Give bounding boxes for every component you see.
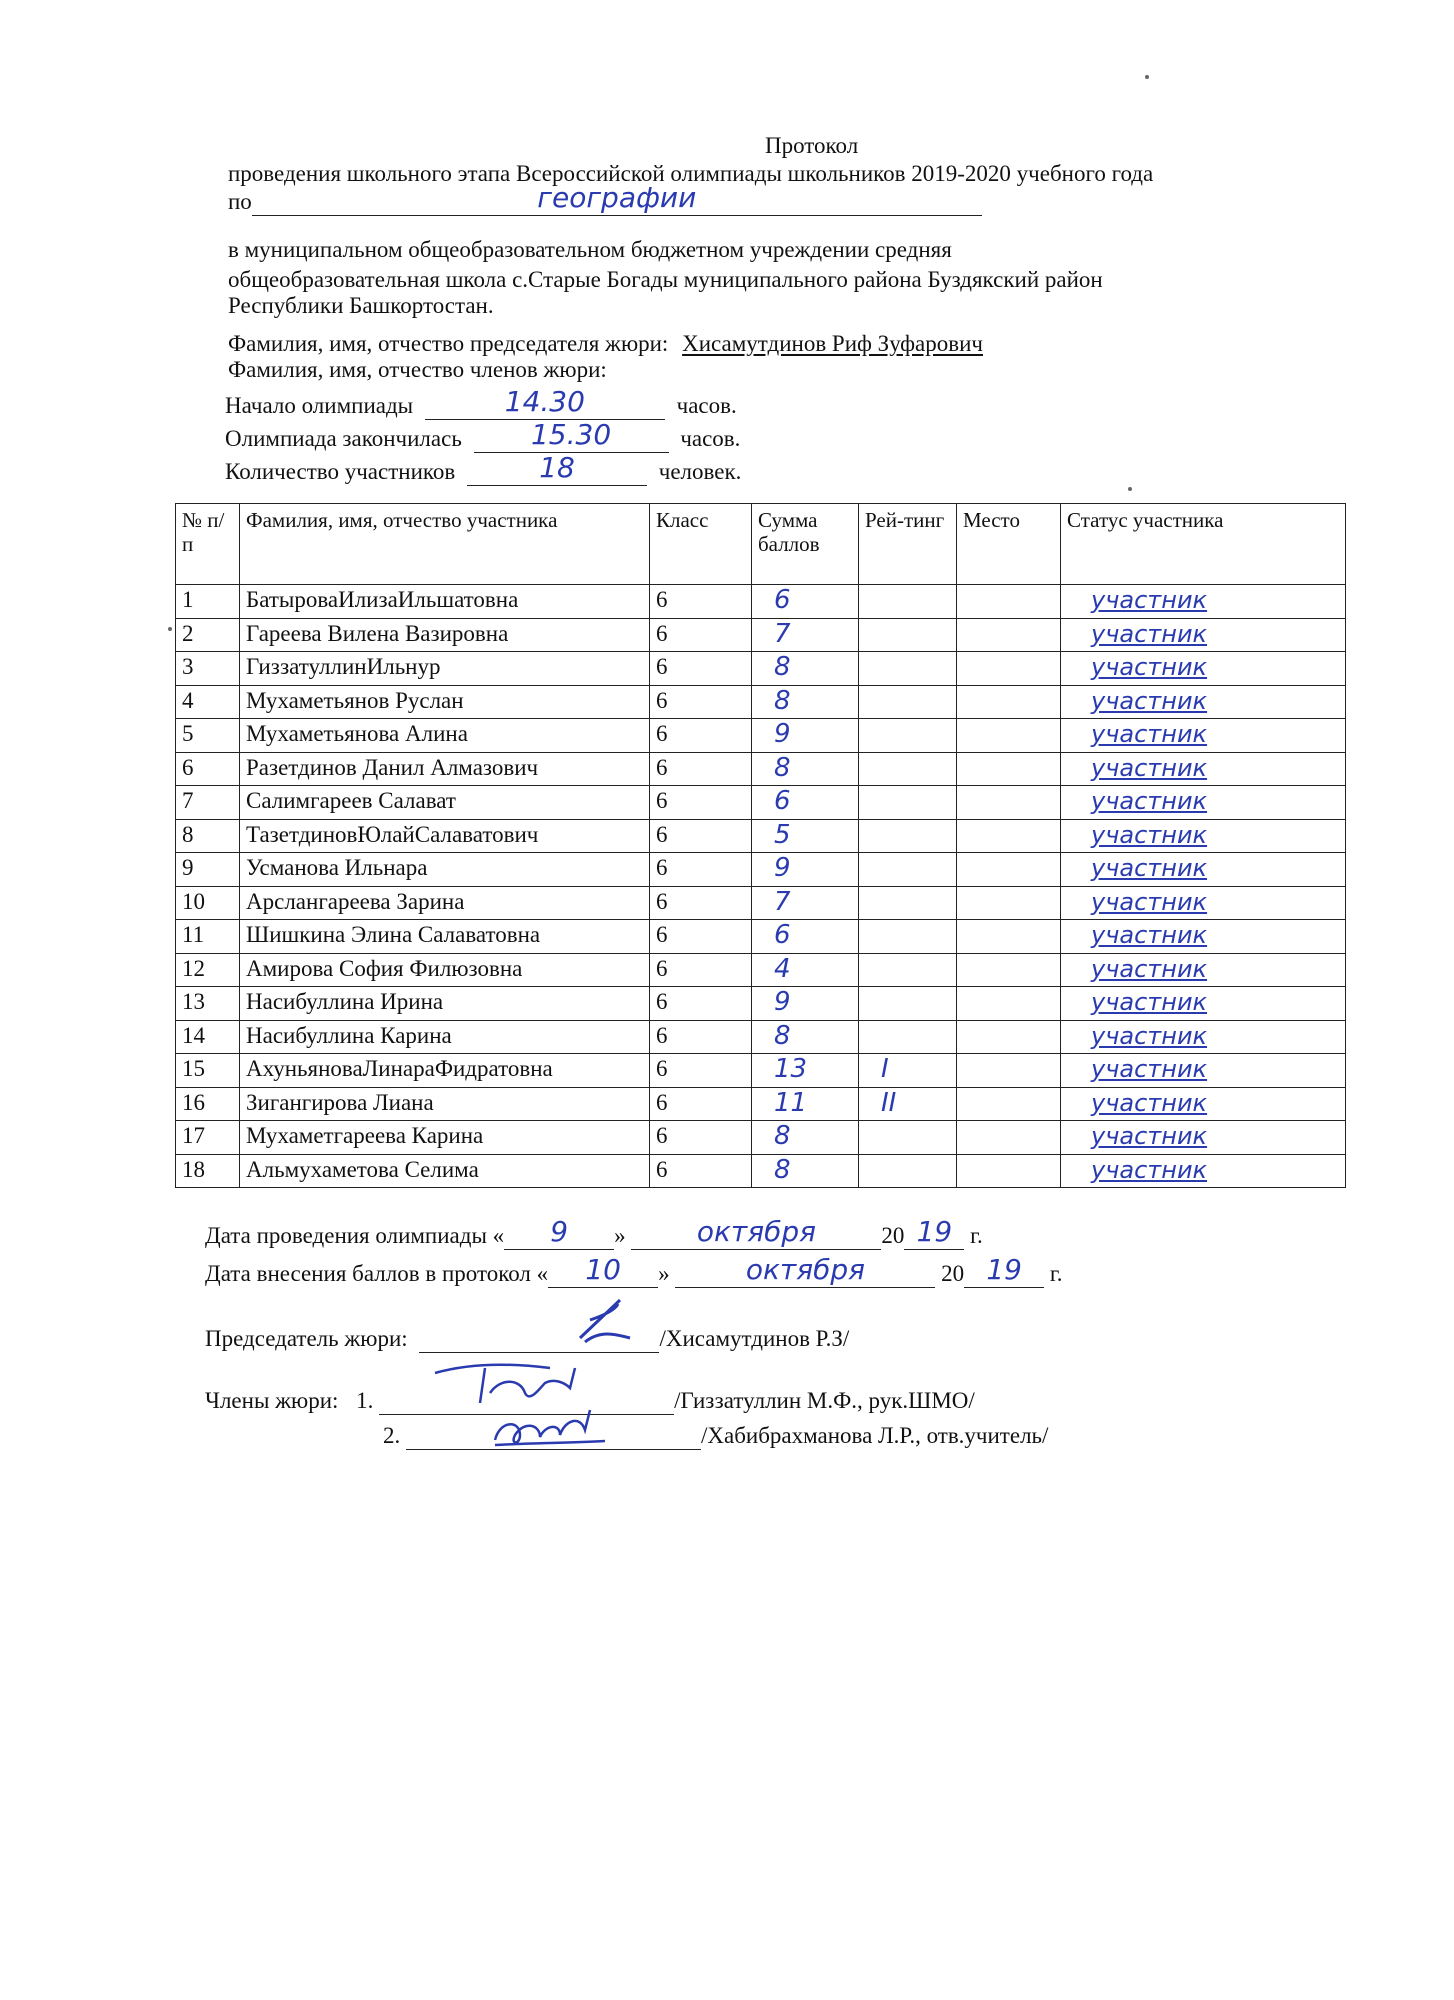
date-day: 9 (550, 1215, 569, 1248)
cell-number: 7 (176, 786, 240, 820)
cell-rating (859, 618, 957, 652)
cell-name: ГиззатуллинИльнур (240, 652, 650, 686)
subject-blank (252, 181, 982, 216)
participants-table (175, 503, 1346, 1188)
table-row (176, 1087, 1346, 1121)
cell-name: Шишкина Элина Салаватовна (240, 920, 650, 954)
cell-number: 9 (176, 853, 240, 887)
cell-name: Мухаметгареева Карина (240, 1121, 650, 1155)
cell-score: 8 (752, 1121, 859, 1155)
cell-number: 11 (176, 920, 240, 954)
cell-status: участник (1061, 652, 1346, 686)
entry-year-prefix: 20 (941, 1261, 965, 1286)
cell-score: 8 (752, 685, 859, 719)
cell-name: Мухаметьянов Руслан (240, 685, 650, 719)
cell-grade: 6 (650, 1020, 752, 1054)
cell-place (957, 1154, 1061, 1188)
table-row (176, 953, 1346, 987)
cell-place (957, 585, 1061, 619)
table-body (176, 585, 1346, 1188)
entry-year: 19 (986, 1253, 1022, 1286)
header-score: Сумма баллов (752, 504, 859, 585)
cell-grade: 6 (650, 853, 752, 887)
cell-name: Мухаметьянова Алина (240, 719, 650, 753)
cell-grade: 6 (650, 618, 752, 652)
date-suffix: г. (970, 1223, 983, 1248)
cell-name: Альмухаметова Селима (240, 1154, 650, 1188)
entry-day: 10 (585, 1253, 621, 1286)
table-row (176, 585, 1346, 619)
cell-score: 4 (752, 953, 859, 987)
table-row (176, 920, 1346, 954)
cell-status: участник (1061, 1154, 1346, 1188)
cell-status: участник (1061, 953, 1346, 987)
member2-signature-drawing (490, 1405, 610, 1450)
cell-status: участник (1061, 886, 1346, 920)
start-blank (425, 385, 665, 420)
start-unit: часов. (676, 393, 737, 418)
cell-name: Арслангареева Зарина (240, 886, 650, 920)
cell-score: 8 (752, 1154, 859, 1188)
count-blank (467, 451, 647, 486)
table-row (176, 652, 1346, 686)
cell-name: Разетдинов Данил Алмазович (240, 752, 650, 786)
cell-place (957, 1087, 1061, 1121)
cell-grade: 6 (650, 886, 752, 920)
table-row (176, 1054, 1346, 1088)
cell-grade: 6 (650, 652, 752, 686)
scan-speck (1128, 487, 1132, 491)
count-label: Количество участников (225, 459, 456, 484)
cell-grade: 6 (650, 1154, 752, 1188)
cell-status: участник (1061, 1054, 1346, 1088)
end-label: Олимпиада закончилась (225, 426, 462, 451)
count-unit: человек. (658, 459, 742, 484)
cell-grade: 6 (650, 719, 752, 753)
start-label: Начало олимпиады (225, 393, 414, 418)
table-row (176, 752, 1346, 786)
cell-score: 9 (752, 987, 859, 1021)
cell-rating (859, 719, 957, 753)
end-blank (474, 418, 669, 453)
table-row (176, 886, 1346, 920)
entry-suffix: г. (1049, 1261, 1063, 1286)
cell-place (957, 1121, 1061, 1155)
scan-speck (1145, 75, 1149, 79)
school-line-3: Республики Башкортостан. (228, 293, 494, 318)
cell-place (957, 685, 1061, 719)
school-line-1: в муниципальном общеобразовательном бюджетном учреждении средняя (228, 237, 952, 262)
cell-score: 6 (752, 585, 859, 619)
cell-place (957, 987, 1061, 1021)
table-row (176, 987, 1346, 1021)
cell-grade: 6 (650, 1121, 752, 1155)
cell-rating (859, 819, 957, 853)
header-place: Место (957, 504, 1061, 585)
cell-place (957, 618, 1061, 652)
cell-number: 2 (176, 618, 240, 652)
cell-number: 16 (176, 1087, 240, 1121)
entry-month-blank (675, 1253, 935, 1288)
cell-grade: 6 (650, 987, 752, 1021)
member2-name: /Хабибрахманова Л.Р., отв.учитель/ (701, 1423, 1049, 1448)
end-unit: часов. (680, 426, 741, 451)
cell-score: 9 (752, 719, 859, 753)
cell-number: 17 (176, 1121, 240, 1155)
entry-label: Дата внесения баллов в протокол « (205, 1261, 549, 1286)
cell-name: Салимгареев Салават (240, 786, 650, 820)
header-status: Статус участника (1061, 504, 1346, 585)
cell-status: участник (1061, 685, 1346, 719)
member2-number: 2. (383, 1423, 401, 1448)
cell-rating: I (859, 1054, 957, 1088)
table-row (176, 819, 1346, 853)
cell-score: 13 (752, 1054, 859, 1088)
cell-rating (859, 886, 957, 920)
table-row (176, 1020, 1346, 1054)
cell-status: участник (1061, 719, 1346, 753)
cell-grade: 6 (650, 786, 752, 820)
cell-status: участник (1061, 786, 1346, 820)
cell-name: БатыроваИлизаИльшатовна (240, 585, 650, 619)
table-row (176, 853, 1346, 887)
date-year-blank (904, 1215, 964, 1250)
entry-year-blank (964, 1253, 1044, 1288)
table-row (176, 719, 1346, 753)
cell-number: 10 (176, 886, 240, 920)
cell-status: участник (1061, 1121, 1346, 1155)
chair-signature-drawing (560, 1290, 650, 1350)
start-line (225, 385, 737, 420)
cell-grade: 6 (650, 752, 752, 786)
cell-place (957, 786, 1061, 820)
cell-status: участник (1061, 752, 1346, 786)
date-month: октября (696, 1215, 816, 1248)
members-signature-label: Члены жюри: (205, 1388, 339, 1413)
cell-number: 18 (176, 1154, 240, 1188)
cell-score: 6 (752, 920, 859, 954)
end-line (225, 418, 741, 453)
cell-status: участник (1061, 1087, 1346, 1121)
page-title: Протокол (765, 133, 859, 158)
cell-number: 3 (176, 652, 240, 686)
table-row (176, 618, 1346, 652)
cell-number: 14 (176, 1020, 240, 1054)
cell-status: участник (1061, 819, 1346, 853)
cell-place (957, 752, 1061, 786)
cell-rating: II (859, 1087, 957, 1121)
cell-place (957, 719, 1061, 753)
cell-name: Зигангирова Лиана (240, 1087, 650, 1121)
cell-score: 8 (752, 652, 859, 686)
cell-grade: 6 (650, 819, 752, 853)
cell-name: АхуньяноваЛинараФидратовна (240, 1054, 650, 1088)
cell-place (957, 1020, 1061, 1054)
cell-score: 5 (752, 819, 859, 853)
start-value: 14.30 (504, 385, 585, 418)
cell-score: 7 (752, 886, 859, 920)
cell-number: 15 (176, 1054, 240, 1088)
cell-place (957, 819, 1061, 853)
cell-number: 8 (176, 819, 240, 853)
cell-rating (859, 652, 957, 686)
date-year-prefix: 20 (881, 1223, 905, 1248)
header-grade: Класс (650, 504, 752, 585)
count-value: 18 (539, 451, 575, 484)
cell-status: участник (1061, 920, 1346, 954)
cell-grade: 6 (650, 953, 752, 987)
school-line-2: общеобразовательная школа с.Старые Богады муниципального района Буздякский район (228, 267, 1103, 292)
count-line (225, 451, 742, 486)
intro-line: проведения школьного этапа Всероссийской олимпиады школьников 2019-2020 учебного года (228, 161, 1154, 186)
cell-rating (859, 1154, 957, 1188)
cell-rating (859, 953, 957, 987)
member2-line (383, 1422, 1048, 1450)
cell-name: ТазетдиновЮлайСалаватович (240, 819, 650, 853)
cell-rating (859, 752, 957, 786)
subject-value: географии (537, 181, 697, 214)
cell-place (957, 886, 1061, 920)
end-value: 15.30 (530, 418, 612, 451)
cell-place (957, 953, 1061, 987)
header-name: Фамилия, имя, отчество участника (240, 504, 650, 585)
cell-number: 13 (176, 987, 240, 1021)
cell-score: 8 (752, 1020, 859, 1054)
entry-mid: » (658, 1261, 670, 1286)
table-row (176, 786, 1346, 820)
cell-number: 6 (176, 752, 240, 786)
chair-name: Хисамутдинов Риф Зуфарович (682, 331, 983, 356)
cell-rating (859, 786, 957, 820)
header-number: № п/п (176, 504, 240, 585)
cell-status: участник (1061, 853, 1346, 887)
cell-name: Усманова Ильнара (240, 853, 650, 887)
cell-grade: 6 (650, 1054, 752, 1088)
members-label: Фамилия, имя, отчество членов жюри: (228, 357, 607, 382)
cell-grade: 6 (650, 920, 752, 954)
cell-place (957, 920, 1061, 954)
cell-name: Насибуллина Ирина (240, 987, 650, 1021)
cell-score: 8 (752, 752, 859, 786)
date-line (205, 1215, 983, 1250)
member1-name: /Гиззатуллин М.Ф., рук.ШМО/ (674, 1388, 975, 1413)
cell-rating (859, 685, 957, 719)
cell-rating (859, 853, 957, 887)
table-row (176, 1121, 1346, 1155)
cell-status: участник (1061, 585, 1346, 619)
date-year: 19 (916, 1215, 953, 1248)
cell-number: 12 (176, 953, 240, 987)
cell-status: участник (1061, 1020, 1346, 1054)
cell-score: 11 (752, 1087, 859, 1121)
cell-score: 7 (752, 618, 859, 652)
header-rating: Рей-тинг (859, 504, 957, 585)
chair-signature-label: Председатель жюри: (205, 1326, 408, 1351)
entry-month: октября (745, 1253, 865, 1286)
chair-line (228, 330, 983, 358)
member1-number: 1. (356, 1388, 374, 1413)
chair-label: Фамилия, имя, отчество председателя жюри: (228, 331, 669, 356)
date-month-blank (631, 1215, 881, 1250)
subject-line (228, 181, 982, 216)
table-row (176, 685, 1346, 719)
cell-place (957, 853, 1061, 887)
cell-name: Насибуллина Карина (240, 1020, 650, 1054)
cell-name: Амирова София Филюзовна (240, 953, 650, 987)
cell-number: 4 (176, 685, 240, 719)
cell-name: Гареева Вилена Вазировна (240, 618, 650, 652)
cell-status: участник (1061, 987, 1346, 1021)
subject-prefix: по (228, 189, 252, 214)
entry-day-blank (548, 1253, 658, 1288)
date-day-blank (504, 1215, 614, 1250)
date-label: Дата проведения олимпиады « (205, 1223, 505, 1248)
cell-grade: 6 (650, 685, 752, 719)
table-header-row (176, 504, 1346, 585)
cell-number: 5 (176, 719, 240, 753)
chair-signature-line (205, 1325, 849, 1353)
cell-grade: 6 (650, 1087, 752, 1121)
entry-line (205, 1253, 1063, 1288)
cell-grade: 6 (650, 585, 752, 619)
date-mid: » (614, 1223, 626, 1248)
cell-place (957, 652, 1061, 686)
cell-rating (859, 1121, 957, 1155)
cell-rating (859, 920, 957, 954)
cell-status: участник (1061, 618, 1346, 652)
table-row (176, 1154, 1346, 1188)
cell-rating (859, 585, 957, 619)
scan-speck (168, 627, 172, 631)
cell-number: 1 (176, 585, 240, 619)
cell-rating (859, 1020, 957, 1054)
chair-signature-name: /Хисамутдинов Р.З/ (659, 1326, 850, 1351)
cell-score: 6 (752, 786, 859, 820)
cell-place (957, 1054, 1061, 1088)
cell-score: 9 (752, 853, 859, 887)
cell-rating (859, 987, 957, 1021)
